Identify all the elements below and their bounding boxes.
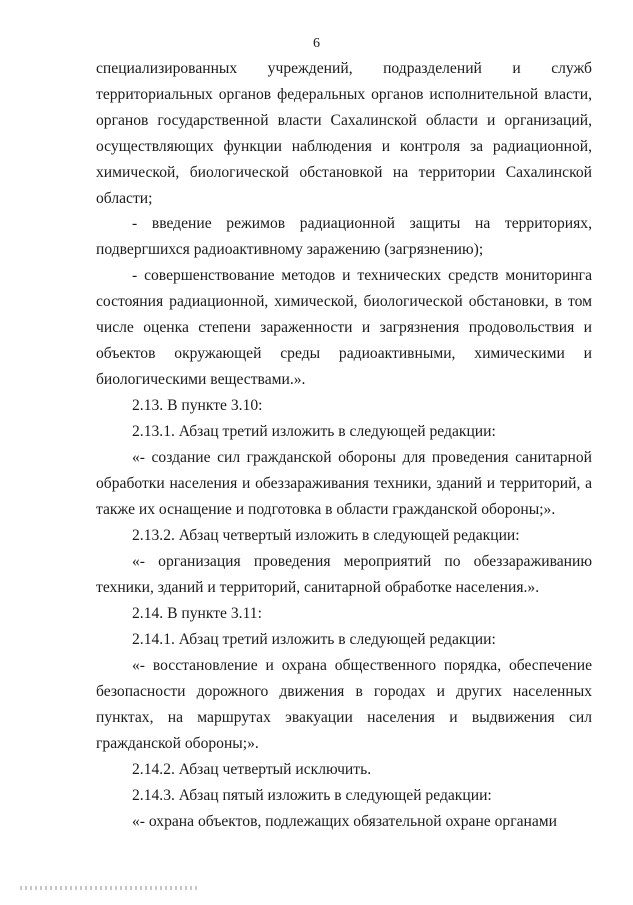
- paragraph: 2.13.1. Абзац третий изложить в следующей редакции:: [132, 423, 496, 440]
- paragraph: «- восстановление и охрана общественного порядка, обеспечение безопасности дорожного движения в городах и других населенных пунктах, на маршрутах эвакуации населения и выдвижения сил гражданской обороны;».: [96, 657, 592, 752]
- paragraph: 2.14. В пункте 3.11:: [132, 605, 262, 622]
- paragraph: 2.14.3. Абзац пятый изложить в следующей редакции:: [132, 787, 492, 804]
- paragraph: 2.14.1. Абзац третий изложить в следующей редакции:: [132, 631, 496, 648]
- paragraph: 2.14.2. Абзац четвертый исключить.: [132, 761, 372, 778]
- paragraph-continuation: специализированных учреждений, подразделений и служб территориальных органов федеральных органов исполнительной власти, органов государственной власти Сахалинской области и организаций, осуществляющих функции наблюдения и контроля за радиационной, химической, биологической обстановкой на территории Сахалинской области;: [96, 60, 592, 207]
- paragraph: «- охрана объектов, подлежащих обязательной охране органами: [132, 813, 557, 830]
- paragraph: 2.13.2. Абзац четвертый изложить в следующей редакции:: [132, 527, 520, 544]
- paragraph: 2.13. В пункте 3.10:: [132, 397, 263, 414]
- paragraph: - совершенствование методов и технических средств мониторинга состояния радиационной, химической, биологической обстановки, в том числе оценка степени зараженности и загрязнения продовольствия и объектов окружающей среды радиоактивными, химическими и биологическими веществами.».: [96, 267, 592, 388]
- page-number: 6: [313, 36, 320, 51]
- scan-artifact: [20, 886, 200, 890]
- paragraph: - введение режимов радиационной защиты на территориях, подвергшихся радиоактивному заражению (загрязнению);: [96, 215, 592, 258]
- paragraph: «- организация проведения мероприятий по обеззараживанию техники, зданий и территорий, санитарной обработке населения.».: [96, 553, 592, 596]
- paragraph: «- создание сил гражданской обороны для проведения санитарной обработки населения и обеззараживания техники, зданий и территорий, а также их оснащение и подготовка в области гражданской обороны;».: [96, 449, 592, 518]
